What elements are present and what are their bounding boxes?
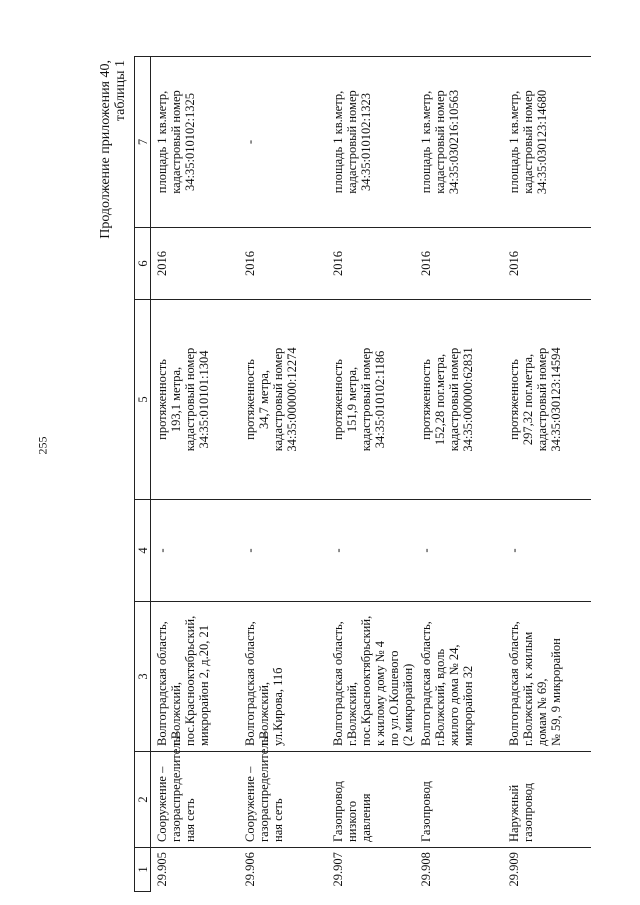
object-address: Волгоградская область, г.Волжский, пос.Краснооктябрьский, микрорайон 2, д.20, 21 — [151, 602, 239, 752]
table-row — [239, 57, 327, 892]
object-year: 2016 — [239, 228, 327, 300]
object-address: Волгоградская область, г.Волжский, пос.Краснооктябрьский, к жилому дому № 4 по ул.О.Кошевого (2 микрорайон) — [327, 602, 415, 752]
continuation-line-2: таблицы 1 — [113, 60, 128, 122]
row-id: 29.908 — [415, 848, 503, 892]
continuation-line-1: Продолжение приложения 40, — [98, 60, 113, 239]
row-id: 29.905 — [151, 848, 239, 892]
header-col-4: 4 — [135, 500, 151, 602]
property-table — [134, 56, 591, 892]
row-id: 29.907 — [327, 848, 415, 892]
column-4-value: - — [503, 500, 591, 602]
object-year: 2016 — [151, 228, 239, 300]
object-year: 2016 — [503, 228, 591, 300]
object-notes: площадь 1 кв.метр, кадастровый номер 34:35:010102:1325 — [151, 57, 239, 228]
object-name: Газопровод — [415, 752, 503, 848]
column-4-value: - — [151, 500, 239, 602]
header-col-2: 2 — [135, 752, 151, 848]
object-year: 2016 — [415, 228, 503, 300]
header-col-7: 7 — [135, 57, 151, 228]
object-description: протяженность 151,9 метра, кадастровый номер 34:35:010102:1186 — [327, 300, 415, 500]
object-name: Газопровод низкого давления — [327, 752, 415, 848]
column-4-value: - — [415, 500, 503, 602]
header-col-3: 3 — [135, 602, 151, 752]
object-description: протяженность 152,28 пог.метра, кадастровый номер 34:35:000000:62831 — [415, 300, 503, 500]
object-notes: - — [239, 57, 327, 228]
header-col-6: 6 — [135, 228, 151, 300]
object-name: Сооружение – газораспределитель- ная сеть — [239, 752, 327, 848]
header-row — [135, 57, 151, 892]
page-number: 255 — [35, 436, 50, 455]
object-name: Наружный газопровод — [503, 752, 591, 848]
object-description: протяженность 193,1 метра, кадастровый номер 34:35:010101:1304 — [151, 300, 239, 500]
object-address: Волгоградская область, г.Волжский, ул.Кирова, 11б — [239, 602, 327, 752]
object-year: 2016 — [327, 228, 415, 300]
object-description: протяженность 34,7 метра, кадастровый номер 34:35:000000:12274 — [239, 300, 327, 500]
rotated-document — [90, 12, 610, 892]
object-address: Волгоградская область, г.Волжский, вдоль жилого дома № 24, микрорайон 32 — [415, 602, 503, 752]
object-address: Волгоградская область, г.Волжский, к жилым домам № 69, № 59, 9 микрорайон — [503, 602, 591, 752]
row-id: 29.909 — [503, 848, 591, 892]
table-row — [151, 57, 239, 892]
object-notes: площадь 1 кв.метр, кадастровый номер 34:35:030123:14680 — [503, 57, 591, 228]
object-notes: площадь 1 кв.метр, кадастровый номер 34:35:010102:1323 — [327, 57, 415, 228]
column-4-value: - — [239, 500, 327, 602]
row-id: 29.906 — [239, 848, 327, 892]
object-name: Сооружение – газораспределитель- ная сеть — [151, 752, 239, 848]
header-col-1: 1 — [135, 848, 151, 892]
table-row — [327, 57, 415, 892]
object-description: протяженность 297,32 пог.метра, кадастровый номер 34:35:030123:14594 — [503, 300, 591, 500]
object-notes: площадь 1 кв.метр, кадастровый номер 34:35:030216:10563 — [415, 57, 503, 228]
table-row — [503, 57, 591, 892]
continuation-caption — [98, 60, 128, 239]
header-col-5: 5 — [135, 300, 151, 500]
table-row — [415, 57, 503, 892]
column-4-value: - — [327, 500, 415, 602]
